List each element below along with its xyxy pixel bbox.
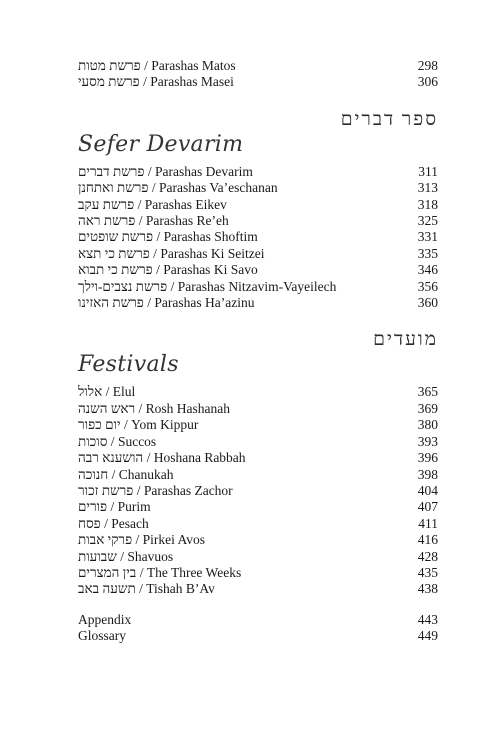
toc-entry[interactable] xyxy=(78,628,438,644)
entry-page-number: 407 xyxy=(417,499,438,515)
entry-english-title: The Three Weeks xyxy=(146,564,242,580)
entry-hebrew-title: תשעה באב xyxy=(78,581,136,597)
entry-page-number: 369 xyxy=(417,400,438,416)
entry-page-number: 428 xyxy=(417,548,438,564)
entry-separator: / xyxy=(107,433,118,449)
entry-page-number: 443 xyxy=(417,611,438,627)
entry-title xyxy=(78,246,418,262)
entry-title xyxy=(78,180,418,196)
entry-separator: / xyxy=(152,262,164,278)
entry-hebrew-title: פרשת כי תבוא xyxy=(78,262,153,278)
section-festivals-heading-hebrew: מועדים xyxy=(373,329,438,351)
entry-page-number: 335 xyxy=(417,245,438,261)
entry-separator: / xyxy=(108,466,119,482)
entry-english-title: Parashas Re’eh xyxy=(145,213,229,229)
entry-title xyxy=(78,450,418,466)
entry-page-number: 331 xyxy=(417,229,438,245)
toc-entry[interactable] xyxy=(78,164,438,180)
entry-title: Appendix xyxy=(78,611,132,627)
entry-title xyxy=(78,401,418,417)
entry-title xyxy=(78,549,418,565)
entry-separator: / xyxy=(143,295,155,311)
entry-title xyxy=(78,58,418,74)
entry-separator: / xyxy=(107,499,118,515)
entry-title xyxy=(78,499,418,515)
entry-english-title: Elul xyxy=(112,384,136,400)
entry-page-number: 380 xyxy=(417,417,438,433)
toc-entry[interactable] xyxy=(78,401,438,417)
entry-page-number: 360 xyxy=(417,295,438,311)
entry-page-number: 318 xyxy=(417,196,438,212)
entry-page-number: 298 xyxy=(417,58,438,73)
entry-page-number: 365 xyxy=(417,384,438,400)
entry-title xyxy=(78,532,418,548)
entry-english-title: Parashas Devarim xyxy=(154,163,253,179)
entry-english-title: Parashas Matos xyxy=(151,58,236,73)
toc-entry[interactable] xyxy=(78,180,438,196)
entry-page-number: 416 xyxy=(417,532,438,548)
entry-separator: / xyxy=(135,213,146,229)
entry-separator: / xyxy=(167,278,178,294)
entry-title xyxy=(78,467,418,483)
entry-separator: / xyxy=(100,515,112,531)
section-festivals-heading-english: Festivals xyxy=(78,352,179,378)
entry-hebrew-title: פרשת דברים xyxy=(78,163,145,179)
toc-entry[interactable] xyxy=(78,229,438,245)
entry-english-title: Parashas Shoftim xyxy=(163,229,258,245)
entry-english-title: Parashas Masei xyxy=(150,74,234,90)
entry-separator: / xyxy=(153,229,164,245)
entry-hebrew-title: פרשת עקב xyxy=(78,196,135,212)
entry-title xyxy=(78,483,418,499)
entry-hebrew-title: ראש השנה xyxy=(78,400,136,416)
entry-english-title: Parashas Ha’azinu xyxy=(154,295,255,311)
entry-hebrew-title: פורים xyxy=(78,499,108,515)
entry-separator: / xyxy=(136,564,147,580)
entry-hebrew-title: יום כפור xyxy=(78,417,121,433)
entry-title xyxy=(78,516,418,532)
toc-entry[interactable] xyxy=(78,384,438,400)
entry-english-title: Parashas Va’eschanan xyxy=(159,180,278,196)
entry-hebrew-title: פרקי אבות xyxy=(78,532,133,548)
entry-hebrew-title: פסח xyxy=(78,515,101,531)
entry-separator: / xyxy=(102,384,113,400)
toc-entry[interactable] xyxy=(78,450,438,466)
entry-title xyxy=(78,164,418,180)
entry-english-title: Parashas Nitzavim-Vayeilech xyxy=(177,278,337,294)
toc-entry[interactable] xyxy=(78,565,438,581)
entry-hebrew-title: פרשת שופטים xyxy=(78,229,154,245)
entry-title xyxy=(78,434,418,450)
entry-separator: / xyxy=(133,482,144,498)
entry-english-title: Rosh Hashanah xyxy=(145,400,231,416)
entry-hebrew-title: פרשת כי תצא xyxy=(78,245,150,261)
entry-english-title: Hoshana Rabbah xyxy=(153,450,246,466)
entry-separator: / xyxy=(120,417,132,433)
entry-hebrew-title: הושענא רבה xyxy=(78,450,144,466)
entry-hebrew-title: אלול xyxy=(78,384,103,400)
entry-english-title: Parashas Zachor xyxy=(143,482,233,498)
entry-hebrew-title: פרשת מסעי xyxy=(78,74,140,90)
toc-entry[interactable] xyxy=(78,581,438,597)
entry-english-title: Parashas Ki Savo xyxy=(163,262,258,278)
toc-entry[interactable] xyxy=(78,549,438,565)
entry-title: Glossary xyxy=(78,628,126,644)
entry-hebrew-title: פרשת זכור xyxy=(78,482,134,498)
entry-page-number: 306 xyxy=(417,74,438,90)
entry-title xyxy=(78,565,418,581)
entry-title xyxy=(78,262,418,278)
toc-entry[interactable] xyxy=(78,612,438,628)
entry-separator: / xyxy=(135,581,147,597)
entry-page-number: 411 xyxy=(418,515,438,531)
entry-hebrew-title: פרשת ראה xyxy=(78,213,136,229)
entry-page-number: 396 xyxy=(417,450,438,466)
toc-entry[interactable] xyxy=(78,483,438,499)
entry-page-number: 313 xyxy=(417,180,438,196)
entry-english-title: Parashas Ki Seitzei xyxy=(160,245,265,261)
entry-page-number: 449 xyxy=(417,628,438,644)
toc-entry[interactable] xyxy=(78,213,438,229)
entry-hebrew-title: פרשת נצבים-וילך xyxy=(78,278,168,294)
entry-separator: / xyxy=(143,450,154,466)
toc-entry[interactable] xyxy=(78,532,438,548)
entry-title xyxy=(78,74,418,90)
entry-english-title: Parashas Eikev xyxy=(144,196,227,212)
entry-english-title: Purim xyxy=(117,499,151,515)
table-of-contents xyxy=(78,58,438,645)
entry-english-title: Shavuos xyxy=(127,548,174,564)
entry-separator: / xyxy=(149,245,161,261)
entry-page-number: 393 xyxy=(417,433,438,449)
entry-title xyxy=(78,197,418,213)
festivals-entries xyxy=(78,384,438,597)
entry-separator: / xyxy=(148,180,159,196)
entry-separator: / xyxy=(144,163,155,179)
entry-english-title: Succos xyxy=(117,433,157,449)
entry-separator: / xyxy=(135,400,146,416)
entry-page-number: 356 xyxy=(417,278,438,294)
entry-english-title: Chanukah xyxy=(118,466,174,482)
entry-separator: / xyxy=(134,196,145,212)
entry-title xyxy=(78,384,418,400)
entry-separator: / xyxy=(116,548,128,564)
toc-entry[interactable] xyxy=(78,262,438,278)
toc-entry[interactable] xyxy=(78,279,438,295)
entry-english-title: Tishah B’Av xyxy=(146,581,215,597)
entry-title xyxy=(78,295,418,311)
entry-page-number: 404 xyxy=(417,482,438,498)
section-devarim-heading-english: Sefer Devarim xyxy=(78,131,244,157)
toc-entry[interactable] xyxy=(78,499,438,515)
entry-hebrew-title: חנוכה xyxy=(78,466,109,482)
entry-page-number: 398 xyxy=(417,466,438,482)
toc-entry[interactable] xyxy=(78,197,438,213)
entry-title xyxy=(78,279,418,295)
devarim-entries xyxy=(78,164,438,312)
toc-entry[interactable] xyxy=(78,434,438,450)
entry-english-title: Pesach xyxy=(111,515,149,531)
entry-hebrew-title: פרשת האזינו xyxy=(78,295,144,311)
entry-separator: / xyxy=(139,74,151,90)
entry-page-number: 311 xyxy=(418,163,438,179)
entry-english-title: Pirkei Avos xyxy=(142,532,206,548)
toc-entry[interactable] xyxy=(78,467,438,483)
entry-hebrew-title: פרשת ואתחנן xyxy=(78,180,149,196)
entry-hebrew-title: סוכות xyxy=(78,433,108,449)
toc-entry[interactable] xyxy=(78,295,438,311)
toc-entry[interactable] xyxy=(78,417,438,433)
entry-page-number: 325 xyxy=(417,213,438,229)
entry-page-number: 435 xyxy=(417,564,438,580)
entry-title xyxy=(78,581,418,597)
section-devarim-heading-hebrew: ספר דברים xyxy=(340,108,438,130)
entry-english-title: Yom Kippur xyxy=(131,417,199,433)
entry-page-number: 346 xyxy=(417,262,438,278)
entry-hebrew-title: שבועות xyxy=(78,548,117,564)
entry-page-number: 438 xyxy=(417,581,438,597)
entry-title xyxy=(78,229,418,245)
top-entries xyxy=(78,58,438,91)
toc-entry[interactable] xyxy=(78,58,438,74)
toc-entry[interactable] xyxy=(78,246,438,262)
toc-entry[interactable] xyxy=(78,516,438,532)
entry-title xyxy=(78,213,418,229)
entry-separator: / xyxy=(132,532,143,548)
entry-title xyxy=(78,417,418,433)
entry-hebrew-title: פרשת מטות xyxy=(78,58,141,73)
back-matter-entries xyxy=(78,612,438,645)
toc-entry[interactable] xyxy=(78,74,438,90)
entry-separator: / xyxy=(140,58,152,73)
entry-hebrew-title: בין המצרים xyxy=(78,564,137,580)
